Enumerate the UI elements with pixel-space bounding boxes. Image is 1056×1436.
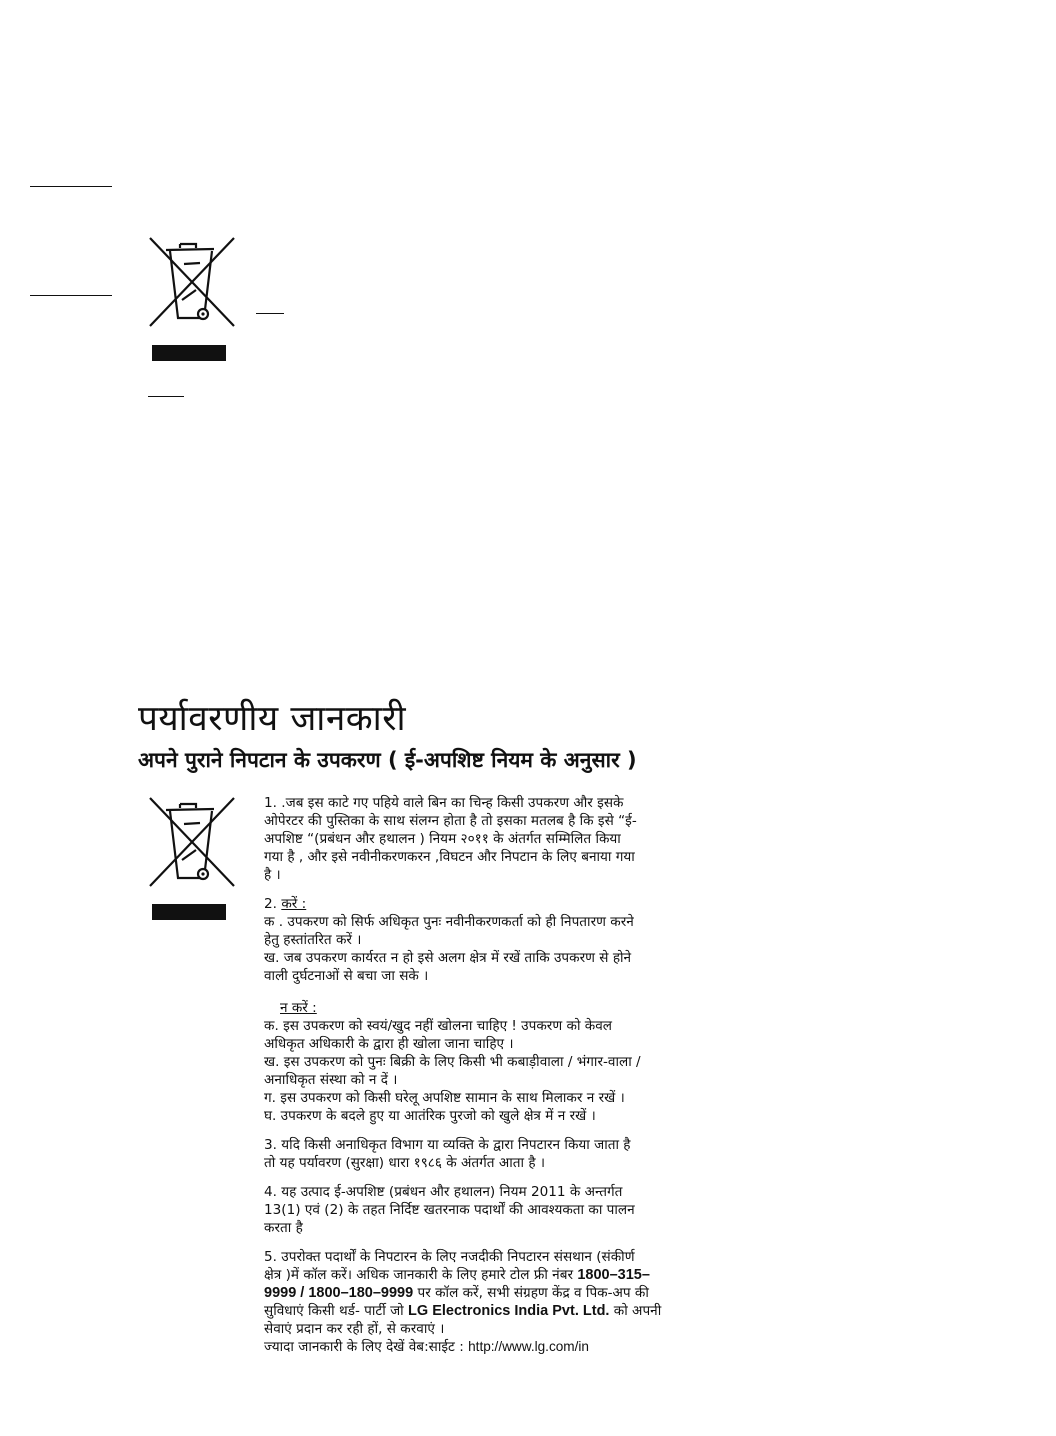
do-line: क . उपकरण को सिर्फ अधिकृत पुनः नवीनीकरणकर्ता को ही निपतारण करने <box>264 914 634 930</box>
p5-line <box>264 1266 754 1284</box>
p5-text: को अपनी <box>609 1303 662 1319</box>
paragraph-4 <box>264 1183 754 1237</box>
dont-header: न करें : <box>280 1000 317 1016</box>
top-rule-1 <box>30 186 112 187</box>
paragraph-3 <box>264 1136 754 1172</box>
dont-line: अधिकृत अधिकारी के द्वारा ही खोला जाना चाहिए । <box>264 1036 514 1052</box>
paragraph-dont <box>264 999 754 1125</box>
p5-line <box>264 1338 754 1356</box>
p4-line: करता है <box>264 1220 303 1236</box>
do-header-line <box>264 895 754 913</box>
crossed-out-bin-icon <box>148 796 236 888</box>
toll-free-number: 9999 / 1800–180–9999 <box>264 1285 414 1301</box>
do-line: वाली दुर्घटनाओं से बचा जा सके । <box>264 968 429 984</box>
p5-text: पर कॉल करें, सभी संग्रहण केंद्र व पिक-अप की <box>413 1285 649 1301</box>
black-bar <box>152 904 226 920</box>
short-rule-b <box>148 396 184 397</box>
p3-line: 3. यदि किसी अनाधिकृत विभाग या व्यक्ति के द्वारा निपटारन किया जाता है <box>264 1137 631 1153</box>
dont-line: अनाधिकृत संस्था को न दें । <box>264 1072 398 1088</box>
company-name: LG Electronics India Pvt. Ltd. <box>408 1303 610 1319</box>
p5-text: क्षेत्र )में कॉल करें। अधिक जानकारी के लिए हमारे टोल फ्री नंबर <box>264 1267 578 1283</box>
black-bar <box>152 345 226 361</box>
dont-line: ख. इस उपकरण को पुनः बिक्री के लिए किसी भी कबाड़ीवाला / भंगार-वाला / <box>264 1054 641 1070</box>
p5-line <box>264 1302 754 1320</box>
p1-line: है । <box>264 867 281 883</box>
p1-line: अपशिष्ट “(प्रबंधन और हथालन ) नियम २०११ के अंतर्गत सम्मिलित किया <box>264 831 621 847</box>
p4-line: 13(1) एवं (2) के तहत निर्दिष्ट खतरनाक पदार्थों की आवश्यकता का पालन <box>264 1202 635 1218</box>
dont-line: ग. इस उपकरण को किसी घरेलू अपशिष्ट सामान के साथ मिलाकर न रखें । <box>264 1090 625 1106</box>
dont-line: क. इस उपकरण को स्वयं/खुद नहीं खोलना चाहिए ! उपकरण को केवल <box>264 1018 613 1034</box>
p5-line: 5. उपरोक्त पदार्थों के निपटारन के लिए नजदीकी निपटारन संसथान (संकीर्ण <box>264 1249 635 1265</box>
p4-line: 4. यह उत्पाद ई-अपशिष्ट (प्रबंधन और हथालन) नियम 2011 के अन्तर्गत <box>264 1184 623 1200</box>
do-number: 2. <box>264 896 277 912</box>
website-link[interactable]: http://www.lg.com/in <box>468 1339 589 1354</box>
p1-line: 1. .जब इस काटे गए पहिये वाले बिन का चिन्ह किसी उपकरण और इसके <box>264 795 624 811</box>
dont-header-line <box>264 999 754 1017</box>
paragraph-5 <box>264 1248 754 1356</box>
do-line: हेतु हस्तांतरित करें । <box>264 932 362 948</box>
p5-line <box>264 1284 754 1302</box>
dont-line: घ. उपकरण के बदले हुए या आतंरिक पुरजो को खुले क्षेत्र में न रखें । <box>264 1108 596 1124</box>
page-title: पर्यावरणीय जानकारी <box>138 699 407 739</box>
p1-line: गया है , और इसे नवीनीकरणकरन ,विघटन और निपटान के लिए बनाया गया <box>264 849 635 865</box>
paragraph-1 <box>264 794 754 884</box>
p3-line: तो यह पर्यावरण (सुरक्षा) धारा १९८६ के अंतर्गत आता है । <box>264 1155 546 1171</box>
p5-text: सुविधाएं किसी थर्ड- पार्टी जो <box>264 1303 409 1319</box>
short-rule-a <box>256 313 284 314</box>
paragraph-do <box>264 895 754 985</box>
toll-free-number: 1800–315– <box>577 1267 650 1283</box>
do-header: करें : <box>281 896 307 912</box>
p5-text: ज्यादा जानकारी के लिए देखें वेब:साईट : <box>264 1339 469 1355</box>
section-subtitle: अपने पुराने निपटान के उपकरण ( ई-अपशिष्ट नियम के अनुसार ) <box>138 748 637 772</box>
crossed-out-bin-icon <box>148 236 236 328</box>
do-line: ख. जब उपकरण कार्यरत न हो इसे अलग क्षेत्र में रखें ताकि उपकरण से होने <box>264 950 632 966</box>
p1-line: ओपेरटर की पुस्तिका के साथ संलग्न होता है तो इसका मतलब है कि इसे “ई- <box>264 813 637 829</box>
top-rule-2 <box>30 295 112 296</box>
p5-line: सेवाएं प्रदान कर रही हों, से करवाएं । <box>264 1321 445 1337</box>
body-text <box>264 794 754 1367</box>
